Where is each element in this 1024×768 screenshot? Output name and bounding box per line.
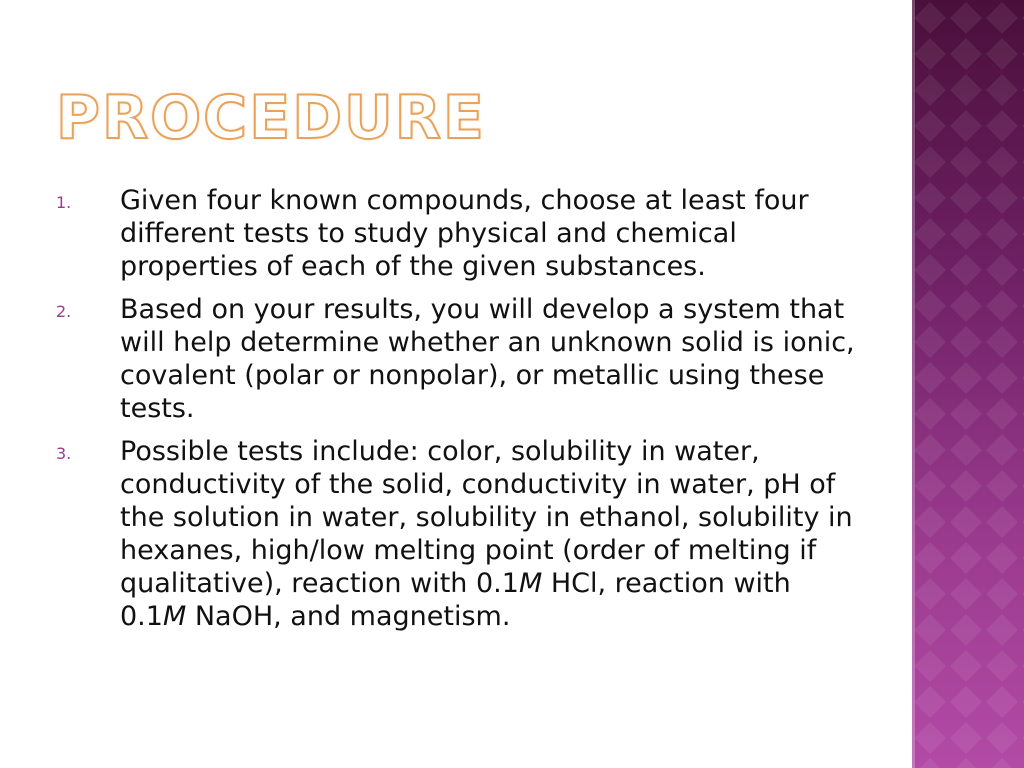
slide-title: PROCEDURE: [56, 83, 486, 153]
diamond-pattern: [912, 0, 1024, 768]
list-item-text: Given four known compounds, choose at least four different tests to study physical and chemical properties of each of the given substances.: [120, 185, 809, 282]
text-segment: NaOH, and magnetism.: [186, 601, 511, 632]
molarity-unit: M: [162, 601, 187, 632]
list-item-number: 2.: [56, 302, 72, 321]
list-item-text: [120, 435, 856, 633]
procedure-list: [56, 184, 856, 643]
list-item: [56, 184, 856, 283]
list-item: [56, 435, 856, 633]
molarity-unit: M: [518, 568, 543, 599]
text-segment: HCl, reaction with 0.1: [120, 568, 791, 632]
text-segment: Possible tests include: color, solubility in water, conductivity of the solid, conductivity in water, pH of the solution in water, solubility in ethanol, solubility in hexanes, high/low melting point (order of melting if qualitative), reaction with 0.1: [120, 436, 853, 599]
decorative-side-band: [912, 0, 1024, 768]
list-item-number: 1.: [56, 193, 72, 212]
list-item-number: 3.: [56, 444, 72, 463]
list-item-text: Based on your results, you will develop a system that will help determine whether an unknown solid is ionic, covalent (polar or nonpolar), or metallic using these tests.: [120, 294, 855, 424]
list-item: [56, 293, 856, 425]
